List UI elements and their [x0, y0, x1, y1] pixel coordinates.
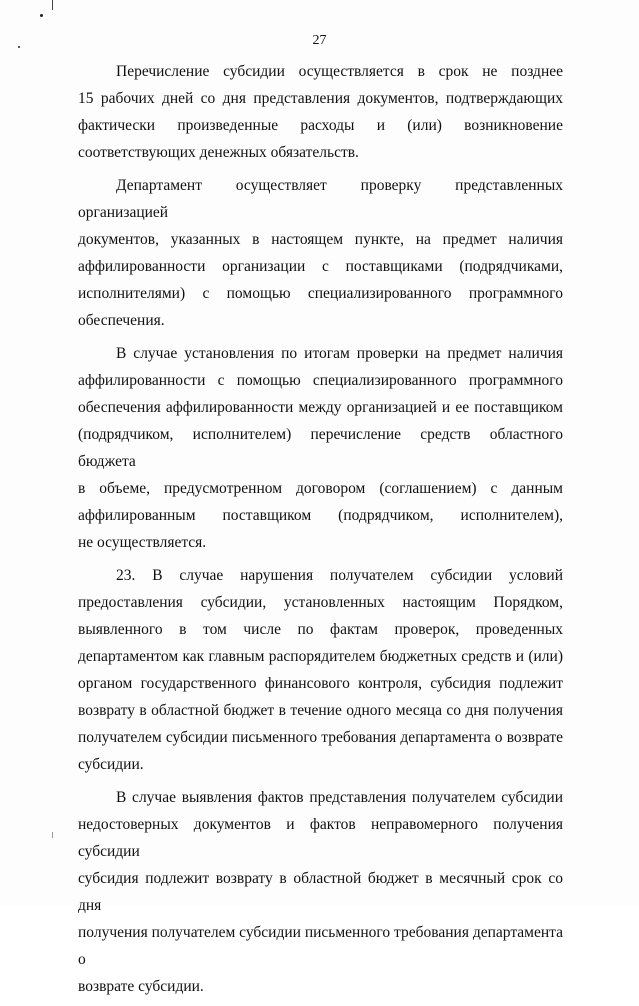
text-line: департаментом как главным распорядителем бюджетных средств и (или) [78, 648, 563, 665]
text-line: обеспечения. [78, 312, 165, 329]
text-line: документов, указанных в настоящем пункте, на предмет наличия [78, 231, 563, 248]
text-line: 23. В случае нарушения получателем субсидии условий [116, 567, 563, 584]
text-line: субсидии. [78, 756, 144, 773]
text-line: обеспечения аффилированности между организацией и ее поставщиком [78, 399, 563, 416]
text-line: фактически произведенные расходы и (или) возникновение [78, 117, 563, 134]
text-line: соответствующих денежных обязательств. [78, 144, 359, 161]
text-line: аффилированности с помощью специализированного программного [78, 372, 563, 389]
text-line: Департамент осуществляет проверку представленных организацией [78, 177, 563, 221]
paragraph-affiliation-check [78, 172, 563, 334]
text-line: аффилированным поставщиком (подрядчиком, исполнителем), [78, 507, 563, 524]
text-line: Перечисление субсидии осуществляется в срок не позднее [116, 63, 563, 80]
text-line: субсидия подлежит возврату в областной бюджет в месячный срок со дня [78, 870, 563, 914]
text-line: предоставления субсидии, установленных настоящим Порядком, [78, 594, 563, 611]
scan-speck [40, 14, 43, 17]
scan-line [52, 0, 53, 10]
scan-line [52, 832, 53, 838]
text-line: аффилированности организации с поставщиками (подрядчиками, [78, 258, 563, 275]
text-line: возврату в областной бюджет в течение одного месяца со дня получения [78, 702, 563, 719]
text-line: недостоверных документов и фактов неправомерного получения субсидии [78, 816, 563, 860]
text-line: В случае установления по итогам проверки на предмет наличия [116, 345, 563, 362]
text-line: исполнителями) с помощью специализированного программного [78, 285, 563, 302]
page-number: 27 [312, 33, 327, 48]
paragraph-item-23 [78, 562, 563, 778]
text-line: В случае выявления фактов представления получателем субсидии [116, 789, 563, 806]
text-line: выявленного в том числе по фактам проверок, проведенных [78, 621, 563, 638]
text-line: получения получателем субсидии письменного требования департамента о [78, 924, 563, 968]
document-body [78, 58, 563, 1006]
text-line: (подрядчиком, исполнителем) перечисление средств областного бюджета [78, 426, 563, 470]
text-line: возврате субсидии. [78, 978, 204, 995]
paragraph-affiliation-consequence [78, 340, 563, 556]
paragraph-false-documents [78, 784, 563, 1000]
text-line: в объеме, предусмотренном договором (соглашением) с данным [78, 480, 563, 497]
text-line: 15 рабочих дней со дня представления документов, подтверждающих [78, 90, 563, 107]
text-line: получателем субсидии письменного требования департамента о возврате [78, 729, 563, 746]
paragraph-subsidy-transfer-term [78, 58, 563, 166]
text-line: органом государственного финансового контроля, субсидия подлежит [78, 675, 563, 692]
text-line: не осуществляется. [78, 534, 207, 551]
